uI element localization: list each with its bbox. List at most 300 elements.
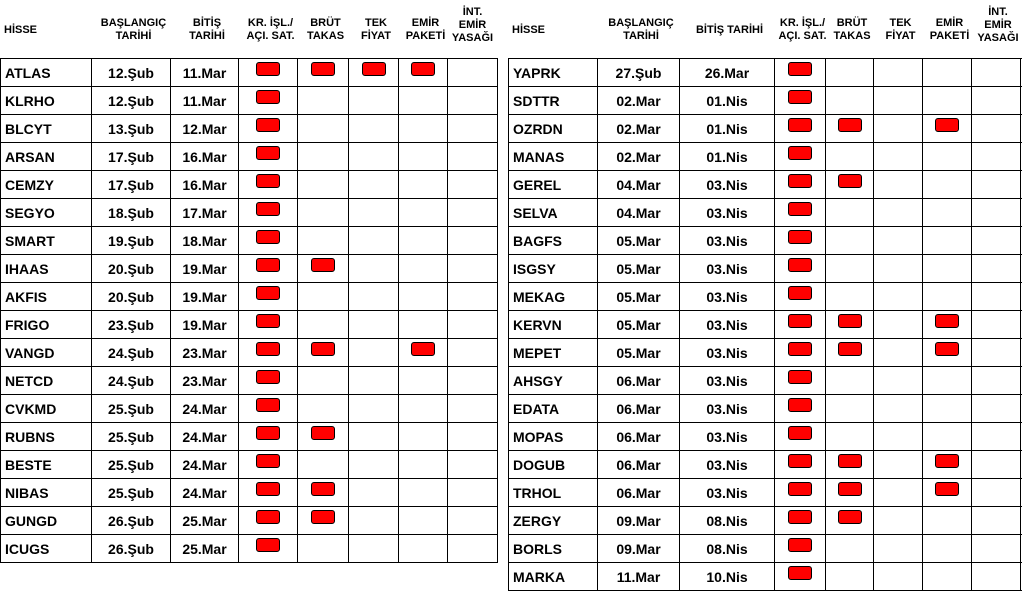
- single-price-cell: [349, 143, 399, 170]
- stock-code-cell: TRHOL: [509, 479, 598, 506]
- credit-restriction-cell: [239, 339, 298, 366]
- end-date-cell: 19.Mar: [171, 255, 239, 282]
- start-date-cell: 02.Mar: [598, 87, 680, 114]
- end-date-cell: 19.Mar: [171, 283, 239, 310]
- stock-code-cell: CVKMD: [1, 395, 92, 422]
- end-date-cell: 11.Mar: [171, 87, 239, 114]
- internet-order-ban-cell: [972, 339, 1021, 366]
- red-flag-marker: [256, 510, 280, 524]
- right-header-row: [508, 2, 1022, 58]
- table-row: [1, 255, 498, 283]
- red-flag-marker: [311, 426, 335, 440]
- single-price-cell: [874, 563, 923, 590]
- red-flag-marker: [935, 482, 959, 496]
- start-date-cell: 05.Mar: [598, 311, 680, 338]
- table-row: [1, 339, 498, 367]
- internet-order-ban-cell: [972, 451, 1021, 478]
- order-package-cell: [923, 507, 972, 534]
- stock-code-cell: EDATA: [509, 395, 598, 422]
- order-package-cell: [923, 255, 972, 282]
- internet-order-ban-cell: [972, 171, 1021, 198]
- order-package-cell: [923, 143, 972, 170]
- credit-restriction-cell: [775, 395, 826, 422]
- end-date-cell: 11.Mar: [171, 59, 239, 86]
- red-flag-marker: [788, 566, 812, 580]
- red-flag-marker: [838, 482, 862, 496]
- table-row: [1, 395, 498, 423]
- end-date-cell: 01.Nis: [680, 87, 775, 114]
- red-flag-marker: [935, 118, 959, 132]
- credit-restriction-cell: [239, 255, 298, 282]
- stock-code-cell: ATLAS: [1, 59, 92, 86]
- table-row: [509, 563, 1022, 591]
- table-row: [509, 479, 1022, 507]
- credit-restriction-cell: [775, 339, 826, 366]
- red-flag-marker: [256, 174, 280, 188]
- red-flag-marker: [788, 342, 812, 356]
- internet-order-ban-cell: [448, 339, 498, 366]
- internet-order-ban-cell: [972, 227, 1021, 254]
- credit-restriction-cell: [775, 451, 826, 478]
- gross-settlement-cell: [826, 339, 874, 366]
- left-panel: [0, 2, 498, 563]
- single-price-cell: [349, 311, 399, 338]
- header-gross-settlement: BRÜT TAKAS: [306, 17, 345, 42]
- internet-order-ban-cell: [972, 423, 1021, 450]
- stock-code-cell: SDTTR: [509, 87, 598, 114]
- gross-settlement-cell: [826, 311, 874, 338]
- red-flag-marker: [311, 62, 335, 76]
- credit-restriction-cell: [239, 423, 298, 450]
- internet-order-ban-cell: [448, 227, 498, 254]
- single-price-cell: [874, 143, 923, 170]
- red-flag-marker: [256, 538, 280, 552]
- table-row: [509, 255, 1022, 283]
- end-date-cell: 03.Nis: [680, 367, 775, 394]
- stock-code-cell: MANAS: [509, 143, 598, 170]
- left-header-row: [0, 2, 498, 58]
- credit-restriction-cell: [775, 255, 826, 282]
- red-flag-marker: [256, 90, 280, 104]
- gross-settlement-cell: [826, 255, 874, 282]
- red-flag-marker: [788, 230, 812, 244]
- start-date-cell: 12.Şub: [92, 87, 171, 114]
- start-date-cell: 06.Mar: [598, 479, 680, 506]
- order-package-cell: [399, 255, 448, 282]
- header-stock: HİSSE: [4, 23, 38, 36]
- gross-settlement-cell: [298, 339, 349, 366]
- internet-order-ban-cell: [448, 479, 498, 506]
- end-date-cell: 03.Nis: [680, 451, 775, 478]
- red-flag-marker: [411, 342, 435, 356]
- table-row: [1, 423, 498, 451]
- credit-restriction-cell: [239, 171, 298, 198]
- stock-code-cell: AHSGY: [509, 367, 598, 394]
- stock-code-cell: BESTE: [1, 451, 92, 478]
- order-package-cell: [399, 87, 448, 114]
- credit-restriction-cell: [239, 283, 298, 310]
- single-price-cell: [874, 199, 923, 226]
- end-date-cell: 24.Mar: [171, 451, 239, 478]
- internet-order-ban-cell: [972, 395, 1021, 422]
- internet-order-ban-cell: [448, 507, 498, 534]
- start-date-cell: 05.Mar: [598, 339, 680, 366]
- order-package-cell: [923, 367, 972, 394]
- end-date-cell: 19.Mar: [171, 311, 239, 338]
- red-flag-marker: [256, 286, 280, 300]
- gross-settlement-cell: [298, 367, 349, 394]
- header-internet-order-ban: İNT. EMİR YASAĞI: [977, 6, 1019, 44]
- order-package-cell: [399, 171, 448, 198]
- credit-restriction-cell: [239, 59, 298, 86]
- start-date-cell: 26.Şub: [92, 535, 171, 562]
- single-price-cell: [349, 171, 399, 198]
- start-date-cell: 24.Şub: [92, 367, 171, 394]
- gross-settlement-cell: [298, 59, 349, 86]
- table-row: [509, 339, 1022, 367]
- end-date-cell: 01.Nis: [680, 143, 775, 170]
- red-flag-marker: [788, 90, 812, 104]
- single-price-cell: [874, 423, 923, 450]
- credit-restriction-cell: [239, 395, 298, 422]
- stock-code-cell: BORLS: [509, 535, 598, 562]
- table-row: [1, 283, 498, 311]
- end-date-cell: 03.Nis: [680, 311, 775, 338]
- end-date-cell: 08.Nis: [680, 507, 775, 534]
- internet-order-ban-cell: [972, 535, 1021, 562]
- table-row: [509, 227, 1022, 255]
- single-price-cell: [349, 339, 399, 366]
- internet-order-ban-cell: [448, 395, 498, 422]
- stock-code-cell: ISGSY: [509, 255, 598, 282]
- start-date-cell: 27.Şub: [598, 59, 680, 86]
- single-price-cell: [874, 535, 923, 562]
- stock-code-cell: MEPET: [509, 339, 598, 366]
- table-row: [509, 171, 1022, 199]
- stock-code-cell: BAGFS: [509, 227, 598, 254]
- end-date-cell: 03.Nis: [680, 171, 775, 198]
- table-row: [1, 507, 498, 535]
- order-package-cell: [399, 479, 448, 506]
- end-date-cell: 03.Nis: [680, 479, 775, 506]
- table-row: [1, 451, 498, 479]
- single-price-cell: [874, 59, 923, 86]
- table-row: [509, 311, 1022, 339]
- gross-settlement-cell: [298, 451, 349, 478]
- single-price-cell: [349, 59, 399, 86]
- order-package-cell: [923, 283, 972, 310]
- end-date-cell: 03.Nis: [680, 255, 775, 282]
- stock-code-cell: OZRDN: [509, 115, 598, 142]
- single-price-cell: [349, 395, 399, 422]
- stock-code-cell: RUBNS: [1, 423, 92, 450]
- single-price-cell: [874, 479, 923, 506]
- stock-code-cell: SMART: [1, 227, 92, 254]
- end-date-cell: 24.Mar: [171, 423, 239, 450]
- single-price-cell: [874, 283, 923, 310]
- internet-order-ban-cell: [972, 563, 1021, 590]
- internet-order-ban-cell: [972, 87, 1021, 114]
- stock-code-cell: BLCYT: [1, 115, 92, 142]
- internet-order-ban-cell: [448, 367, 498, 394]
- single-price-cell: [874, 255, 923, 282]
- gross-settlement-cell: [298, 171, 349, 198]
- table-row: [1, 143, 498, 171]
- start-date-cell: 02.Mar: [598, 115, 680, 142]
- end-date-cell: 03.Nis: [680, 339, 775, 366]
- start-date-cell: 20.Şub: [92, 283, 171, 310]
- end-date-cell: 08.Nis: [680, 535, 775, 562]
- stock-code-cell: MEKAG: [509, 283, 598, 310]
- credit-restriction-cell: [239, 367, 298, 394]
- order-package-cell: [923, 227, 972, 254]
- single-price-cell: [874, 227, 923, 254]
- internet-order-ban-cell: [448, 311, 498, 338]
- order-package-cell: [399, 507, 448, 534]
- red-flag-marker: [411, 62, 435, 76]
- end-date-cell: 03.Nis: [680, 199, 775, 226]
- red-flag-marker: [256, 426, 280, 440]
- single-price-cell: [349, 479, 399, 506]
- single-price-cell: [874, 171, 923, 198]
- gross-settlement-cell: [298, 507, 349, 534]
- order-package-cell: [399, 395, 448, 422]
- credit-restriction-cell: [775, 87, 826, 114]
- internet-order-ban-cell: [448, 87, 498, 114]
- order-package-cell: [923, 311, 972, 338]
- end-date-cell: 03.Nis: [680, 423, 775, 450]
- right-panel: [508, 2, 1022, 591]
- end-date-cell: 03.Nis: [680, 227, 775, 254]
- red-flag-marker: [838, 510, 862, 524]
- credit-restriction-cell: [239, 507, 298, 534]
- single-price-cell: [349, 423, 399, 450]
- stock-code-cell: ICUGS: [1, 535, 92, 562]
- order-package-cell: [399, 199, 448, 226]
- end-date-cell: 03.Nis: [680, 395, 775, 422]
- order-package-cell: [399, 451, 448, 478]
- credit-restriction-cell: [239, 227, 298, 254]
- left-table: [0, 58, 498, 563]
- single-price-cell: [874, 395, 923, 422]
- red-flag-marker: [935, 454, 959, 468]
- start-date-cell: 06.Mar: [598, 367, 680, 394]
- header-start-date: BAŞLANGIÇ TARİHİ: [608, 17, 674, 42]
- order-package-cell: [399, 535, 448, 562]
- table-row: [509, 535, 1022, 563]
- stock-code-cell: DOGUB: [509, 451, 598, 478]
- internet-order-ban-cell: [448, 199, 498, 226]
- gross-settlement-cell: [298, 199, 349, 226]
- red-flag-marker: [788, 454, 812, 468]
- credit-restriction-cell: [775, 563, 826, 590]
- header-gross-settlement: BRÜT TAKAS: [833, 17, 871, 42]
- red-flag-marker: [788, 202, 812, 216]
- credit-restriction-cell: [775, 311, 826, 338]
- order-package-cell: [399, 59, 448, 86]
- stock-code-cell: SEGYO: [1, 199, 92, 226]
- start-date-cell: 06.Mar: [598, 451, 680, 478]
- stock-code-cell: ZERGY: [509, 507, 598, 534]
- internet-order-ban-cell: [972, 59, 1021, 86]
- order-package-cell: [399, 143, 448, 170]
- internet-order-ban-cell: [972, 479, 1021, 506]
- stock-code-cell: KERVN: [509, 311, 598, 338]
- header-end-date: BİTİŞ TARİHİ: [189, 17, 225, 42]
- gross-settlement-cell: [826, 143, 874, 170]
- red-flag-marker: [788, 62, 812, 76]
- stock-code-cell: MOPAS: [509, 423, 598, 450]
- start-date-cell: 12.Şub: [92, 59, 171, 86]
- table-row: [509, 507, 1022, 535]
- red-flag-marker: [838, 342, 862, 356]
- table-row: [509, 395, 1022, 423]
- order-package-cell: [399, 311, 448, 338]
- table-row: [509, 115, 1022, 143]
- red-flag-marker: [256, 202, 280, 216]
- single-price-cell: [349, 507, 399, 534]
- start-date-cell: 02.Mar: [598, 143, 680, 170]
- single-price-cell: [874, 87, 923, 114]
- start-date-cell: 05.Mar: [598, 227, 680, 254]
- red-flag-marker: [256, 454, 280, 468]
- red-flag-marker: [362, 62, 386, 76]
- credit-restriction-cell: [239, 143, 298, 170]
- order-package-cell: [399, 227, 448, 254]
- gross-settlement-cell: [298, 311, 349, 338]
- single-price-cell: [349, 255, 399, 282]
- start-date-cell: 25.Şub: [92, 395, 171, 422]
- internet-order-ban-cell: [972, 283, 1021, 310]
- credit-restriction-cell: [239, 199, 298, 226]
- start-date-cell: 26.Şub: [92, 507, 171, 534]
- start-date-cell: 13.Şub: [92, 115, 171, 142]
- header-credit: KR. İŞL./ AÇI. SAT.: [778, 17, 827, 42]
- end-date-cell: 23.Mar: [171, 367, 239, 394]
- single-price-cell: [349, 535, 399, 562]
- single-price-cell: [349, 283, 399, 310]
- red-flag-marker: [838, 118, 862, 132]
- gross-settlement-cell: [826, 283, 874, 310]
- internet-order-ban-cell: [448, 171, 498, 198]
- start-date-cell: 09.Mar: [598, 507, 680, 534]
- stock-code-cell: GEREL: [509, 171, 598, 198]
- gross-settlement-cell: [826, 451, 874, 478]
- red-flag-marker: [788, 146, 812, 160]
- red-flag-marker: [311, 510, 335, 524]
- gross-settlement-cell: [826, 535, 874, 562]
- start-date-cell: 09.Mar: [598, 535, 680, 562]
- end-date-cell: 24.Mar: [171, 479, 239, 506]
- red-flag-marker: [256, 398, 280, 412]
- order-package-cell: [923, 563, 972, 590]
- end-date-cell: 24.Mar: [171, 395, 239, 422]
- credit-restriction-cell: [775, 535, 826, 562]
- order-package-cell: [923, 451, 972, 478]
- table-row: [1, 115, 498, 143]
- start-date-cell: 04.Mar: [598, 199, 680, 226]
- stock-code-cell: YAPRK: [509, 59, 598, 86]
- internet-order-ban-cell: [972, 311, 1021, 338]
- single-price-cell: [349, 199, 399, 226]
- red-flag-marker: [256, 146, 280, 160]
- internet-order-ban-cell: [448, 283, 498, 310]
- table-row: [1, 227, 498, 255]
- credit-restriction-cell: [775, 367, 826, 394]
- red-flag-marker: [311, 258, 335, 272]
- stock-code-cell: FRIGO: [1, 311, 92, 338]
- red-flag-marker: [788, 258, 812, 272]
- order-package-cell: [923, 395, 972, 422]
- internet-order-ban-cell: [972, 199, 1021, 226]
- table-row: [1, 311, 498, 339]
- internet-order-ban-cell: [972, 255, 1021, 282]
- order-package-cell: [923, 339, 972, 366]
- gross-settlement-cell: [298, 143, 349, 170]
- stock-code-cell: ARSAN: [1, 143, 92, 170]
- credit-restriction-cell: [239, 311, 298, 338]
- table-row: [509, 451, 1022, 479]
- stock-code-cell: NETCD: [1, 367, 92, 394]
- table-row: [509, 423, 1022, 451]
- start-date-cell: 17.Şub: [92, 171, 171, 198]
- gross-settlement-cell: [826, 479, 874, 506]
- single-price-cell: [874, 115, 923, 142]
- single-price-cell: [874, 507, 923, 534]
- red-flag-marker: [256, 258, 280, 272]
- header-order-package: EMİR PAKETİ: [929, 17, 970, 42]
- red-flag-marker: [935, 314, 959, 328]
- credit-restriction-cell: [239, 87, 298, 114]
- credit-restriction-cell: [239, 535, 298, 562]
- single-price-cell: [349, 87, 399, 114]
- gross-settlement-cell: [826, 199, 874, 226]
- start-date-cell: 17.Şub: [92, 143, 171, 170]
- start-date-cell: 06.Mar: [598, 423, 680, 450]
- table-row: [509, 199, 1022, 227]
- internet-order-ban-cell: [448, 59, 498, 86]
- red-flag-marker: [256, 230, 280, 244]
- red-flag-marker: [788, 286, 812, 300]
- table-row: [1, 87, 498, 115]
- red-flag-marker: [788, 482, 812, 496]
- red-flag-marker: [788, 370, 812, 384]
- credit-restriction-cell: [775, 227, 826, 254]
- table-row: [1, 367, 498, 395]
- red-flag-marker: [788, 174, 812, 188]
- red-flag-marker: [788, 314, 812, 328]
- single-price-cell: [349, 115, 399, 142]
- header-stock: HİSSE: [512, 23, 546, 36]
- red-flag-marker: [311, 482, 335, 496]
- red-flag-marker: [838, 314, 862, 328]
- start-date-cell: 18.Şub: [92, 199, 171, 226]
- red-flag-marker: [788, 118, 812, 132]
- internet-order-ban-cell: [972, 507, 1021, 534]
- red-flag-marker: [788, 426, 812, 440]
- gross-settlement-cell: [826, 87, 874, 114]
- table-row: [1, 199, 498, 227]
- single-price-cell: [874, 451, 923, 478]
- start-date-cell: 11.Mar: [598, 563, 680, 590]
- single-price-cell: [874, 367, 923, 394]
- stock-code-cell: NIBAS: [1, 479, 92, 506]
- internet-order-ban-cell: [448, 115, 498, 142]
- single-price-cell: [874, 339, 923, 366]
- red-flag-marker: [788, 538, 812, 552]
- stock-code-cell: SELVA: [509, 199, 598, 226]
- order-package-cell: [923, 171, 972, 198]
